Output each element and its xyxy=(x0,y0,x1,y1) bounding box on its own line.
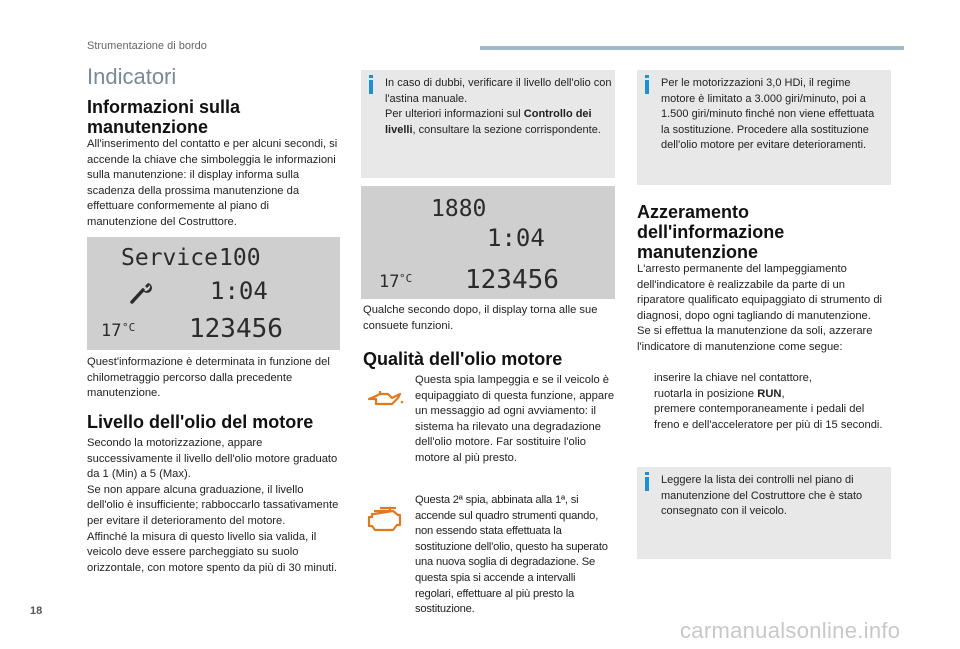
display-temperature-unit: °C xyxy=(399,272,413,285)
wrench-icon xyxy=(129,279,153,310)
service-display xyxy=(87,237,340,350)
display-temperature: 17 xyxy=(379,272,400,292)
running-header: Strumentazione di bordo xyxy=(87,40,207,52)
display-service-km: 100 xyxy=(219,245,261,271)
info-note-dipstick xyxy=(361,70,615,178)
page-title: Indicatori xyxy=(87,64,177,89)
display-temperature: 17 xyxy=(101,321,122,341)
paragraph-oil-quality: Questa spia lampeggia e se il veicolo è equipaggiato di questa funzione, appare un messaggio ad ogni avviamento: il sistema ha rilevato una degradazione dell'olio motore. Far sostituire l'olio motore al più presto. xyxy=(415,374,615,464)
info-icon xyxy=(369,80,373,94)
display-odometer: 123456 xyxy=(189,314,283,344)
paragraph-after-oil-display: Qualche secondo dopo, il display torna alle sue consuete funzioni. xyxy=(363,304,598,332)
info-icon xyxy=(645,80,649,94)
display-clock: 1:04 xyxy=(210,277,268,305)
list-item: ruotarla in posizione RUN, xyxy=(654,387,785,400)
note-dipstick-text-end: , consultare la sezione corrispondente. xyxy=(412,123,601,136)
display-temperature-unit: °C xyxy=(122,321,136,334)
note-dipstick-text: In caso di dubbi, verificare il livello dell'olio con l'astina manuale. Per ulteriori informazioni sul xyxy=(385,77,612,120)
display-km: 1880 xyxy=(431,196,487,222)
engine-warning-icon xyxy=(366,505,404,538)
watermark: carmanualsonline.info xyxy=(680,618,901,643)
paragraph-oil-level: Secondo la motorizzazione, appare successivamente il livello dell'olio motore graduato da 1 (Min) a 5 (Max). Se non appare alcuna graduazione, il livello dell'olio è insufficiente; rabboccarlo tassativamente per evitare il deterioramento del motore. Affinché la misura di questo livello sia valida, il veicolo deve essere parcheggiato su suolo orizzontale, con motore spento da più di 30 minuti. xyxy=(87,437,339,574)
paragraph-after-service-display: Quest'informazione è determinata in funzione del chilometraggio percorso dalla precedente manutenzione. xyxy=(87,356,330,400)
paragraph-service-info: All'inserimento del contatto e per alcuni secondi, si accende la chiave che simboleggia le informazioni sulla manutenzione: il display informa sulla scadenza della prossima manutenzione da effettuare conformemente al piano di manutenzione del Costruttore. xyxy=(87,138,338,228)
note-levels-link: Controllo dei livelli xyxy=(385,108,592,136)
header-accent-bar xyxy=(480,46,904,50)
note-hdi-text: Per le motorizzazioni 3,0 HDi, il regime motore è limitato a 3.000 giri/minuto, poi a 1.500 giri/minuto finché non viene effettuata la sostituzione. Procedere alla sostituzione dell'olio motore per evitare deterioramenti. xyxy=(661,77,875,151)
info-note-hdi xyxy=(637,70,891,185)
heading-service-info: Informazioni sulla manutenzione xyxy=(87,97,241,137)
heading-oil-quality: Qualità dell'olio motore xyxy=(363,349,563,369)
heading-oil-level: Livello dell'olio del motore xyxy=(87,412,314,432)
paragraph-reset-service: L'arresto permanente del lampeggiamento dell'indicatore è realizzabile da parte di un riparatore qualificato equipaggiato di strumento di diagnosi, dopo ogni tagliando di manutenzione. Se si effettua la manutenzione da soli, azzerare l'indicatore di manutenzione come segue: xyxy=(637,263,883,353)
run-position-label: RUN xyxy=(757,387,782,400)
display-odometer: 123456 xyxy=(465,265,559,295)
info-icon xyxy=(645,477,649,491)
page-number: 18 xyxy=(30,605,43,617)
heading-reset-service: Azzeramento dell'informazione manutenzione xyxy=(637,202,785,262)
oil-can-warning-icon xyxy=(366,390,404,413)
paragraph-second-warning: Questa 2ª spia, abbinata alla 1ª, si accende sul quadro strumenti quando, non essendo stata effettuata la sostituzione dell'olio, questo ha superato una nuova soglia di degradazione. Se questa spia si accende a intervalli regolari, effettuare al più presto la sostituzione. xyxy=(415,494,608,616)
oil-display xyxy=(361,186,615,299)
list-item: inserire la chiave nel contattore, xyxy=(654,372,812,384)
note-checklist-text: Leggere la lista dei controlli nel piano di manutenzione del Costruttore che è stato consegnato con il veicolo. xyxy=(661,474,863,517)
list-item: premere contemporaneamente i pedali del freno e dell'acceleratore per più di 15 secondi. xyxy=(654,403,883,431)
display-clock: 1:04 xyxy=(487,224,545,252)
display-service-text: Service xyxy=(121,245,218,271)
info-note-checklist xyxy=(637,467,891,559)
reset-steps-list xyxy=(637,371,892,433)
